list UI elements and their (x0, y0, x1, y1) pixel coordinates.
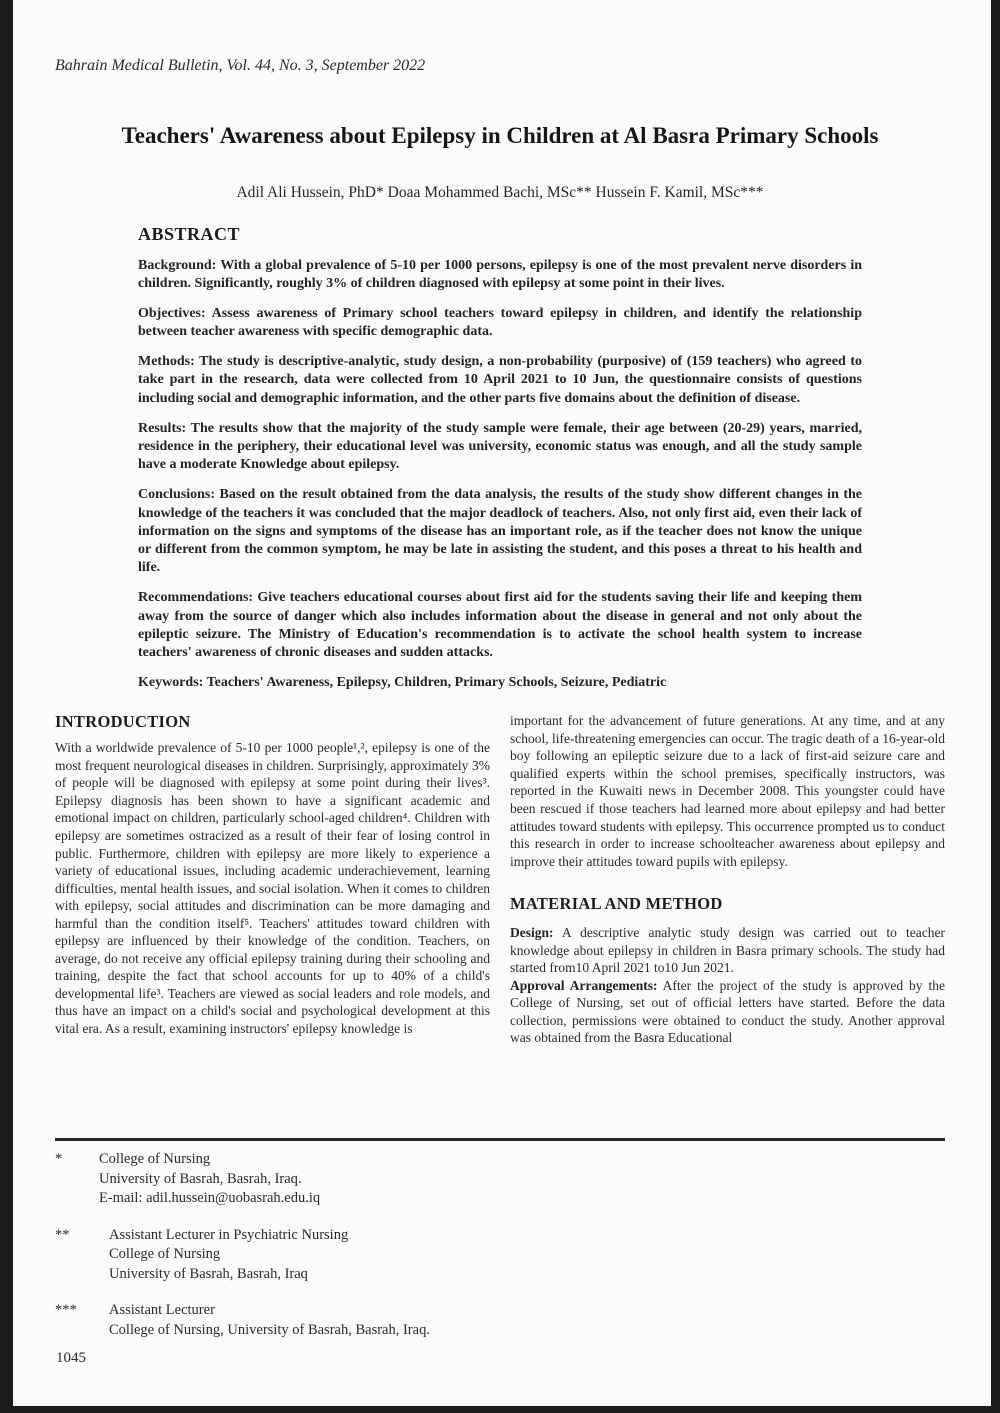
footnote-first-author (55, 1150, 945, 1209)
paragraph-label: Conclusions: (138, 487, 216, 503)
footnote-line-email: E-mail: adil.hussein@uobasrah.edu.iq (99, 1190, 321, 1207)
author-footnotes (55, 1150, 945, 1341)
abstract-paragraph-objectives (138, 305, 862, 341)
paragraph-label: Methods: (138, 354, 195, 370)
abstract-paragraph-recommendations (138, 589, 862, 662)
abstract-paragraph-background (138, 257, 862, 293)
page-content (55, 0, 945, 1047)
paragraph-text: The results show that the majority of the study sample were female, their age between (20-29) years, married, residence in the periphery, their educational level was university, economic status was enough, and all the study sample have a moderate Knowledge about epilepsy. (138, 420, 862, 473)
footnote-line: College of Nursing, University of Basrah, Basrah, Iraq. (109, 1321, 430, 1338)
abstract-paragraph-methods (138, 353, 862, 408)
footnote-lines (99, 1226, 348, 1285)
paragraph-text: Teachers' Awareness, Epilepsy, Children, Primary Schools, Seizure, Pediatric (206, 675, 667, 691)
keywords-line (138, 674, 862, 692)
scan-border-left (0, 0, 13, 1413)
paragraph-text: Assess awareness of Primary school teachers toward epilepsy in children, and identify the relationship between teacher awareness with specific demographic data. (138, 305, 862, 340)
authors-line: Adil Ali Hussein, PhD* Doaa Mohammed Bachi, MSc** Hussein F. Kamil, MSc*** (236, 183, 764, 201)
left-column (55, 712, 490, 1047)
paragraph-text: Give teachers educational courses about first aid for the students saving their life and keeping them away from the source of danger which also includes information about the disease in general and not only about the epileptic seizure. The Ministry of Education's recommendation is to activate the school health system to increase teachers' awareness of chronic diseases and sudden attacks. (138, 590, 863, 660)
footnote-lines (99, 1150, 320, 1209)
paragraph-text: With a global prevalence of 5-10 per 1000 persons, epilepsy is one of the most prevalent nerve disorders in children. Significantly, roughly 3% of children diagnosed with epilepsy at some point in their lives. (138, 257, 863, 291)
paragraph-label: Design: (510, 925, 554, 941)
paragraph-label: Background: (138, 257, 217, 273)
approval-paragraph (510, 977, 945, 1047)
material-method-heading: MATERIAL AND METHOD (510, 894, 723, 914)
abstract-heading: ABSTRACT (138, 223, 241, 244)
paragraph-label: Approval Arrangements: (510, 977, 658, 993)
page-number: 1045 (56, 1350, 86, 1366)
abstract-paragraph-conclusions (138, 486, 862, 577)
scan-border-bottom (0, 1406, 1000, 1413)
footnote-second-author (55, 1226, 945, 1285)
footnote-line: College of Nursing (109, 1246, 221, 1263)
footnote-line: University of Basrah, Basrah, Iraq. (99, 1170, 302, 1187)
footnote-marker: *** (55, 1302, 77, 1319)
paragraph-label: Recommendations: (138, 590, 254, 606)
journal-header: Bahrain Medical Bulletin, Vol. 44, No. 3, September 2022 (55, 57, 426, 74)
footnote-line: College of Nursing (99, 1151, 211, 1167)
introduction-text-right: important for the advancement of future generations. At any time, and at any school, life-threatening emergencies can occur. The tragic death of a 16-year-old boy following an epileptic seizure due to a lack of first-aid seizure care and qualified experts within the school premises, specifically instructors, was reported in the Kuwaiti news in December 2008. This youngster could have been rescued if those teachers had learned more about epilepsy and had better attitudes toward students with epilepsy. This occurrence prompted us to conduct this research in order to increase schoolteacher awareness about epilepsy and improve their attitudes toward pupils with epilepsy. (510, 713, 945, 869)
paragraph-label: Results: (138, 420, 187, 436)
paper-title: Teachers' Awareness about Epilepsy in Children at Al Basra Primary Schools (121, 123, 879, 148)
design-paragraph (510, 924, 945, 977)
right-column (510, 712, 945, 1047)
footnote-lines (99, 1301, 430, 1340)
introduction-text-left: With a worldwide prevalence of 5-10 per 1000 people¹,², epilepsy is one of the most frequent neurological diseases in children. Surprisingly, approximately 3% of people will be diagnosed with epilepsy at some point during their lives³. Epilepsy diagnosis has been shown to have a significant academic and emotional impact on children, particularly school-aged children⁴. Children with epilepsy are sometimes ostracized as a result of their fear of losing control in public. Furthermore, children with epilepsy are more likely to experience a variety of educational issues, including academic underachievement, learning difficulties, mental health issues, and social isolation. When it comes to children with epilepsy, social attitudes and discrimination can be more damaging and harmful than the condition itself⁵. Teachers' attitudes toward children with epilepsy are influenced by their knowledge of the condition. Teachers, on average, do not receive any official epilepsy training during their schooling and training, despite the fact that school accounts for up to 40% of a child's developmental life³. Teachers are viewed as social leaders and role models, and thus have an impact on a child's social and psychological development at this vital era. As a result, examining instructors' epilepsy knowledge is (55, 740, 490, 1036)
footnote-separator-rule (55, 1138, 945, 1141)
footnote-marker: ** (55, 1226, 70, 1243)
scan-border-right (991, 0, 1000, 1413)
introduction-heading: INTRODUCTION (55, 712, 191, 732)
paragraph-label: Keywords: (138, 675, 204, 691)
footnote-line: Assistant Lecturer (109, 1302, 215, 1319)
paragraph-text: Based on the result obtained from the data analysis, the results of the study show different changes in the knowledge of the teachers it was concluded that the major deadlock of teachers. Also, not only first aid, even their lack of information on the signs and symptoms of the disease has an important role, as if the teacher does not know the unique or different from the common symptom, he may be late in assisting the student, and this poses a threat to his health and life. (138, 487, 863, 576)
footnote-line: Assistant Lecturer in Psychiatric Nursing (109, 1226, 349, 1243)
paragraph-text: A descriptive analytic study design was carried out to teacher knowledge about epilepsy in children in Basra primary schools. The study had started from10 April 2021 to10 Jun 2021. (510, 925, 945, 976)
two-column-body (55, 712, 945, 1047)
footnote-marker: * (55, 1151, 63, 1167)
footnote-line: University of Basrah, Basrah, Iraq (109, 1265, 308, 1282)
paragraph-text: The study is descriptive-analytic, study design, a non-probability (purposive) of (159 teachers) who agreed to take part in the research, data were collected from 10 April 2021 to 10 Jun, the questionnaire consists of questions including social and demographic information, and the other parts five domains about the definition of disease. (138, 354, 863, 406)
paragraph-text: After the project of the study is approved by the College of Nursing, set out of official letters have started. Before the data collection, permissions were obtained to conduct the study. Another approval was obtained from the Basra Educational (510, 977, 945, 1046)
abstract-section (138, 224, 862, 693)
footnote-third-author (55, 1301, 945, 1340)
abstract-paragraph-results (138, 420, 862, 475)
paragraph-label: Objectives: (138, 305, 206, 321)
